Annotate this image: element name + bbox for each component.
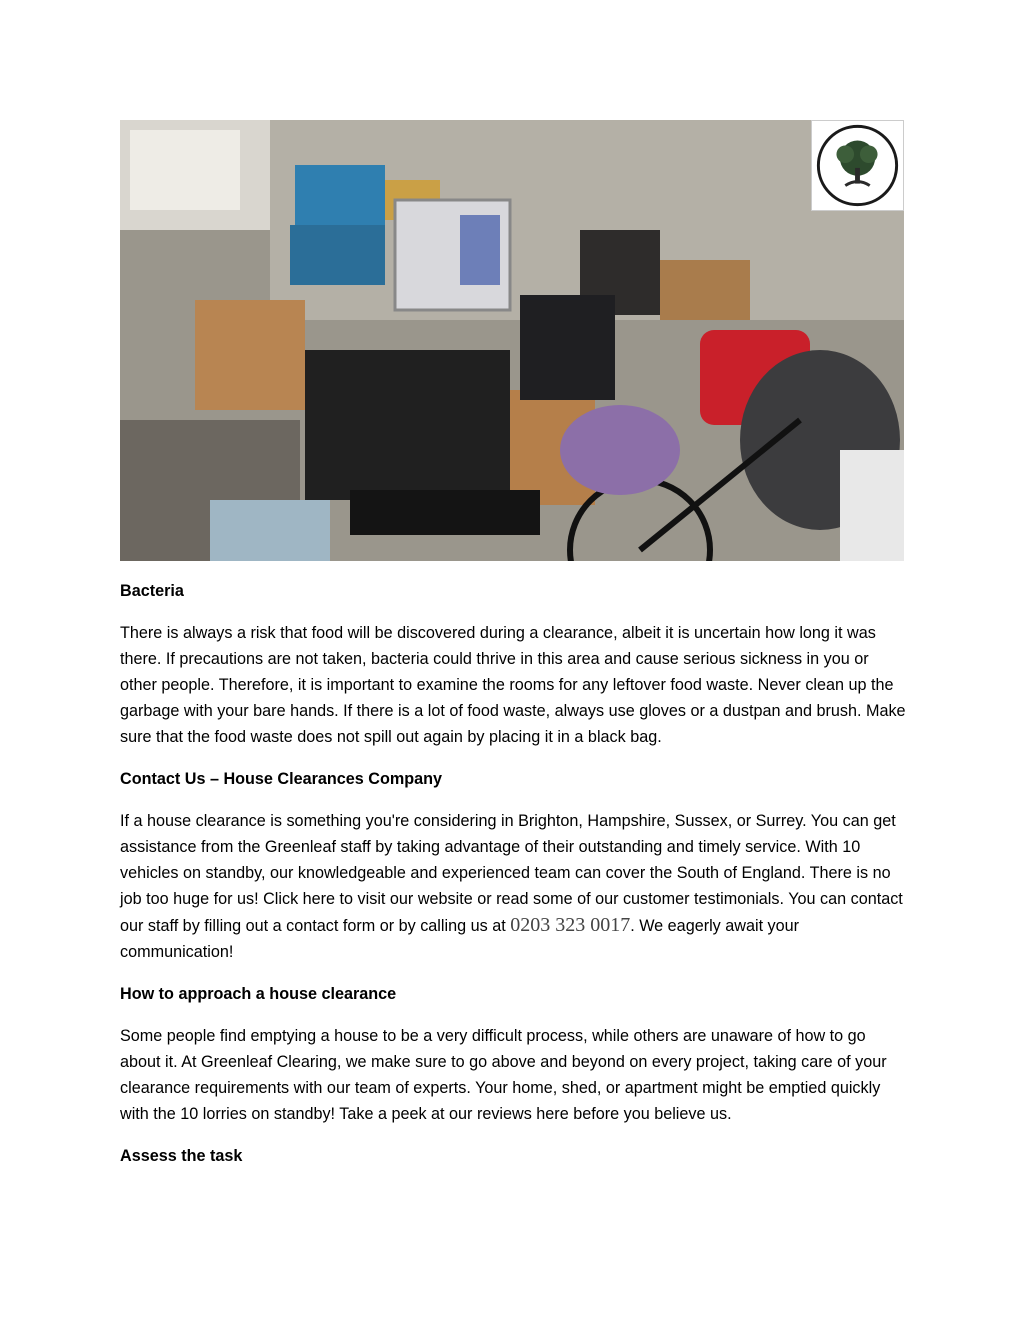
article-content	[120, 578, 906, 1185]
company-logo	[811, 120, 904, 211]
paragraph-contact	[120, 808, 906, 965]
contact-text-before: If a house clearance is something you're considering in Brighton, Hampshire, Sussex, or Surrey. You can get assistance from the Greenleaf staff by taking advantage of their outstanding and timely service. With 10 vehicles on standby, our knowledgeable and experienced team can cover the South of England. There is no job too huge for us! Click here to visit our website or read some of our customer testimonials. You can contact our staff by filling out a contact form or by calling us at	[120, 812, 903, 935]
paragraph-approach: Some people find emptying a house to be a very difficult process, while others are unaware of how to go about it. At Greenleaf Clearing, we make sure to go above and beyond on every project, taking care of your clearance requirements with our team of experts. Your home, shed, or apartment might be emptied quickly with the 10 lorries on standby! Take a peek at our reviews here before you believe us.	[120, 1027, 887, 1123]
phone-number-link[interactable]: 0203 323 0017	[510, 914, 631, 936]
heading-assess: Assess the task	[120, 1147, 243, 1165]
cluttered-room-photo	[120, 120, 904, 561]
tree-of-life-icon	[812, 121, 903, 210]
heading-bacteria: Bacteria	[120, 582, 184, 600]
heading-contact: Contact Us – House Clearances Company	[120, 770, 443, 788]
contact-text-after: . We eagerly await your communication!	[120, 917, 800, 961]
heading-approach: How to approach a house clearance	[120, 985, 397, 1003]
paragraph-bacteria: There is always a risk that food will be discovered during a clearance, albeit it is uncertain how long it was there. If precautions are not taken, bacteria could thrive in this area and cause serious sickness in you or other people. Therefore, it is important to examine the rooms for any leftover food waste. Never clean up the garbage with your bare hands. If there is a lot of food waste, always use gloves or a dustpan and brush. Make sure that the food waste does not spill out again by placing it in a black bag.	[120, 624, 906, 746]
